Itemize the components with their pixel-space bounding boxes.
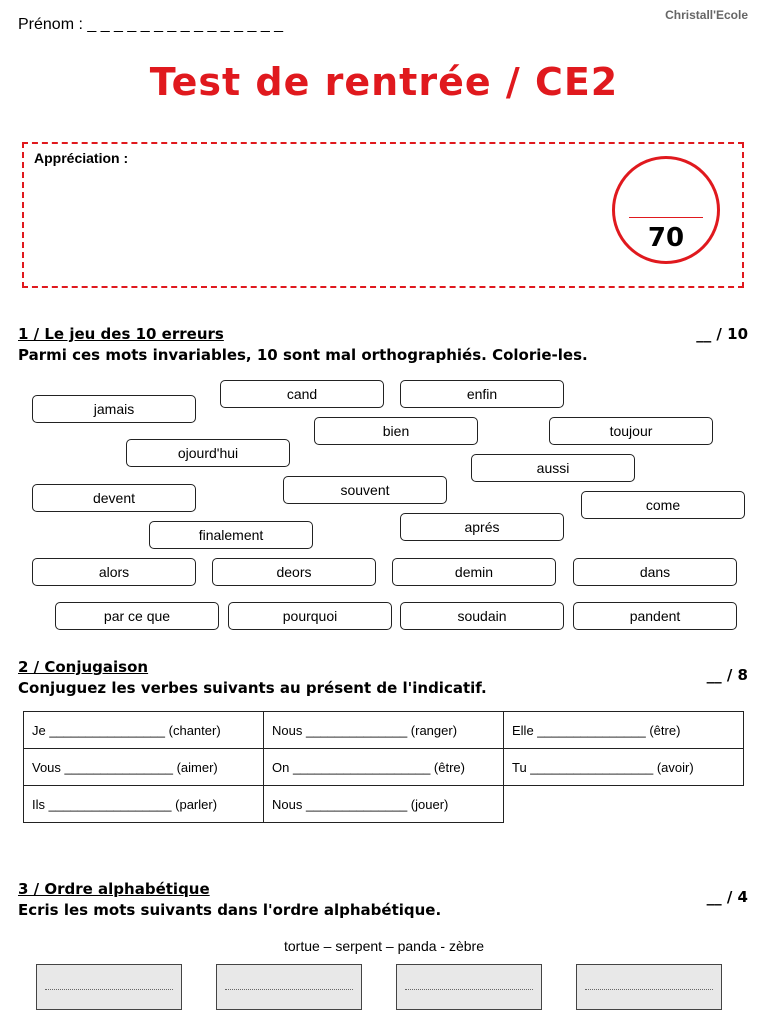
word-box[interactable]: dans	[573, 558, 737, 586]
word-box[interactable]: enfin	[400, 380, 564, 408]
conjugation-cell[interactable]: Je ________________ (chanter)	[24, 712, 264, 749]
appreciation-label: Appréciation :	[34, 150, 129, 166]
word-box[interactable]: deors	[212, 558, 376, 586]
word-box[interactable]: devent	[32, 484, 196, 512]
word-box[interactable]: cand	[220, 380, 384, 408]
conjugation-cell[interactable]: Nous ______________ (jouer)	[264, 786, 504, 823]
word-box[interactable]: come	[581, 491, 745, 519]
dotted-line	[45, 989, 173, 990]
section2-instruction: Conjuguez les verbes suivants au présent de l'indicatif.	[18, 679, 487, 697]
total-score-circle	[612, 156, 720, 264]
empty-cell	[504, 786, 744, 823]
word-box[interactable]: souvent	[283, 476, 447, 504]
score-fraction-line	[629, 217, 703, 218]
conjugation-cell[interactable]: Nous ______________ (ranger)	[264, 712, 504, 749]
word-box[interactable]: alors	[32, 558, 196, 586]
word-box[interactable]: jamais	[32, 395, 196, 423]
word-box[interactable]: demin	[392, 558, 556, 586]
word-box[interactable]: toujour	[549, 417, 713, 445]
answer-box[interactable]	[396, 964, 542, 1010]
dotted-line	[225, 989, 353, 990]
section1-title: 1 / Le jeu des 10 erreurs	[18, 325, 224, 343]
appreciation-box[interactable]	[22, 142, 744, 288]
answer-box[interactable]	[216, 964, 362, 1010]
section3-instruction: Ecris les mots suivants dans l'ordre alphabétique.	[18, 901, 442, 919]
word-box[interactable]: aprés	[400, 513, 564, 541]
conjugation-cell[interactable]: Ils _________________ (parler)	[24, 786, 264, 823]
word-box[interactable]: ojourd'hui	[126, 439, 290, 467]
word-box[interactable]: soudain	[400, 602, 564, 630]
conjugation-table	[23, 711, 744, 823]
word-box[interactable]: pourquoi	[228, 602, 392, 630]
word-box[interactable]: par ce que	[55, 602, 219, 630]
conjugation-cell[interactable]: Tu _________________ (avoir)	[504, 749, 744, 786]
score-max: 70	[647, 223, 685, 253]
section3-score: __ / 4	[706, 888, 748, 906]
word-box[interactable]: aussi	[471, 454, 635, 482]
dotted-line	[405, 989, 533, 990]
conjugation-cell[interactable]: Vous _______________ (aimer)	[24, 749, 264, 786]
answer-box[interactable]	[576, 964, 722, 1010]
answer-box[interactable]	[36, 964, 182, 1010]
section1-instruction: Parmi ces mots invariables, 10 sont mal orthographiés. Colorie-les.	[18, 346, 588, 364]
section2-score: __ / 8	[706, 666, 748, 684]
word-box[interactable]: finalement	[149, 521, 313, 549]
brand-label: Christall'Ecole	[665, 8, 748, 22]
dotted-line	[585, 989, 713, 990]
prenom-field[interactable]: Prénom : _ _ _ _ _ _ _ _ _ _ _ _ _ _ _	[18, 16, 284, 33]
section2-title: 2 / Conjugaison	[18, 658, 149, 676]
page-title: Test de rentrée / CE2	[149, 60, 619, 104]
word-box[interactable]: pandent	[573, 602, 737, 630]
section3-title: 3 / Ordre alphabétique	[18, 880, 210, 898]
section1-score: __ / 10	[696, 325, 748, 343]
conjugation-cell[interactable]: On ___________________ (être)	[264, 749, 504, 786]
words-to-sort: tortue – serpent – panda - zèbre	[283, 938, 485, 954]
word-box[interactable]: bien	[314, 417, 478, 445]
conjugation-cell[interactable]: Elle _______________ (être)	[504, 712, 744, 749]
